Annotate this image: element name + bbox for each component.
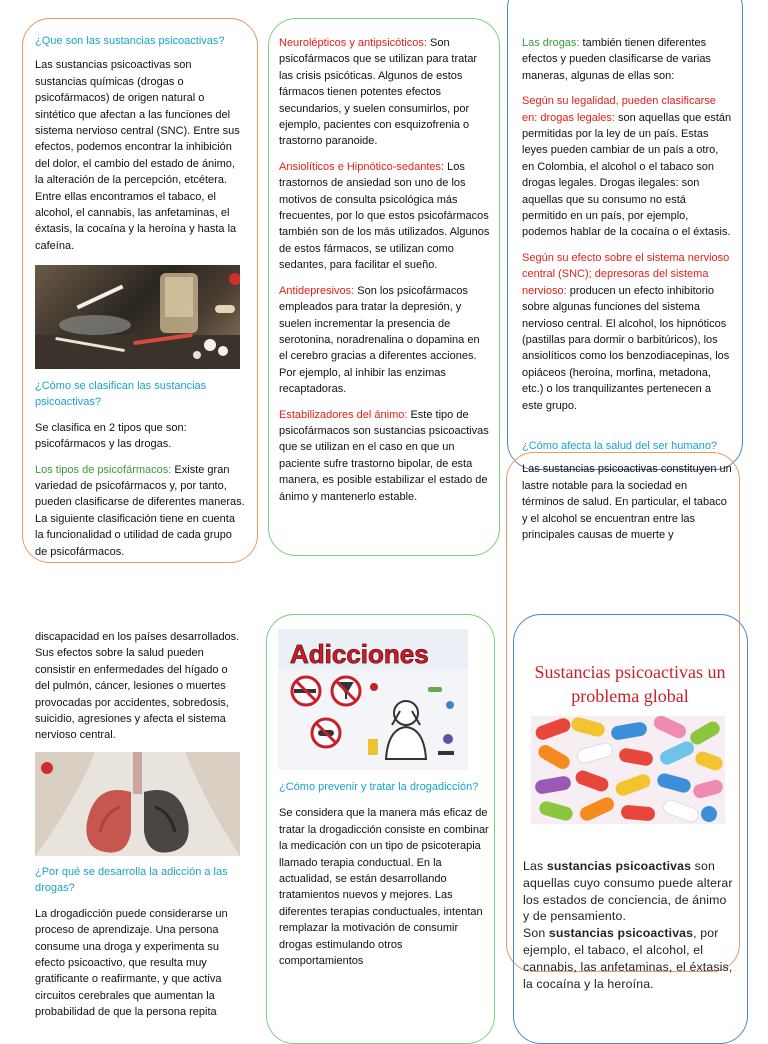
paragraph-disability: discapacidad en los países desarrollados. Sus efectos sobre la salud pueden consistir en enfermedades del hígado o del pulmón, cáncer, lesiones o muertes provocadas por accidentes, sobredosis, suicidio, agresiones y afecta el sistema nervioso central. — [35, 631, 240, 742]
question-classify: ¿Cómo se clasifican las sustancias psicoactivas? — [35, 380, 207, 409]
text-anxiolytics: Los trastornos de ansiedad son uno de los motivos de consulta psicológica más frecuentes, por lo que estos psicofármacos también son de los más utilizados. Algunos de estos fármacos, se utilizan como sedantes, para facilitar el sueño. — [279, 160, 490, 272]
lungs-illustration — [35, 752, 240, 856]
pills-illustration — [531, 716, 725, 824]
paragraph-anxiolytics — [279, 159, 491, 274]
text-stabilizers: Este tipo de psicofármacos son sustancias psicoactivas que se utilizan en el caso en que un paciente sufre trastorno bipolar, de esta manera, es posible estabilizar el estado de ánimo y mantenerlo estable. — [279, 408, 489, 503]
text-psychopharma-types: Existe gran variedad de psicofármacos y, por tanto, pueden clasificarse de diferentes maneras. La siguiente clasificación tiene en cuenta la funcionalidad o utilidad de cada grupo de psicofármacos. — [35, 463, 245, 558]
panel-2 — [279, 35, 491, 514]
panel-1-lower — [35, 378, 245, 569]
text-legality: son aquellas que están permitidas por la ley de un país. Estas leyes pueden cambiar de un país a otro, en Colombia, el alcohol o el tabaco son drogas legales. Drogas ilegales: son aquellas que su consumo no está permitido en un país, por ejemplo, podemos hablar de la cocaína o el éxtasis. — [522, 111, 732, 239]
no-alcohol-icon — [332, 677, 360, 705]
intro-text-4: , por ejemplo, el tabaco, el alcohol, el cannabis, las anfetaminas, el éxtasis, la cocaína y la heroína. — [523, 926, 733, 991]
pills-photo — [531, 716, 725, 824]
paragraph-prevent: Se considera que la manera más eficaz de tratar la drogadicción consiste en combinar la medicación con un tipo de psicoterapia llamado terapia conductual. En la actualidad, se están desarrollando tratamientos nuevos y mejores. Las diferentes terapias conductuales, intentan remplazar la motivación de consumir drogas estimulando otros comportamientos — [279, 807, 489, 968]
question-why-addiction: ¿Por qué se desarrolla la adicción a las drogas? — [35, 866, 228, 895]
panel-4-lower — [35, 864, 245, 1030]
addictions-illustration — [278, 629, 468, 770]
heading-legality: Según su legalidad, pueden clasificarse en: drogas legales: — [522, 95, 716, 124]
cover-title: Sustancias psicoactivas un problema global — [534, 662, 726, 706]
paragraph-neuroleptics — [279, 35, 491, 150]
paragraph-health: Las sustancias psicoactivas constituyen un lastre notable para la sociedad en términos de salud. En particular, el tabaco y el alcohol se encuentran entre las principales causas de muerte y — [522, 463, 732, 542]
text-antidepressants: Son los psicofármacos empleados para tratar la depresión, y suelen incrementar la presencia de serotonina, noradrenalina o dopamina en el cerebro gracias a diferentes acciones. Por ejemplo, al inhibir las enzimas recaptadoras. — [279, 284, 480, 396]
lungs-photo — [35, 752, 240, 856]
intro-text-2: son aquellas cuyo consumo puede alterar los estados de conciencia, de ánimo y de pensamiento. — [523, 859, 733, 924]
intro-text-3: Son — [523, 926, 549, 941]
heading-depressants: Según su efecto sobre el sistema nervioso central (SNC); depresoras del sistema nervioso: — [522, 251, 730, 297]
paragraph-antidepressants — [279, 283, 491, 398]
paragraph-legality — [522, 93, 732, 241]
question-health: ¿Cómo afecta la salud del ser humano? — [522, 440, 718, 452]
intro-text-1: Las — [523, 859, 547, 873]
banner-word: Adicciones — [290, 639, 429, 669]
panel-4 — [35, 629, 245, 753]
text-depressants: producen un efecto inhibitorio sobre algunas funciones del sistema nervioso central. El alcohol, los hipnóticos (pastillas para dormir o barbitúricos), los ansiolíticos como los benzodiacepinas, los opiáceos (heroína, morfina, metadona, etc.) o los tranquilizantes pertenecen a este grupo. — [522, 284, 730, 412]
question-what-are: ¿Que son las sustancias psicoactivas? — [35, 35, 225, 47]
text-neuroleptics: Son psicofármacos que se utilizan para tratar las crisis psicóticas. Algunos de estos fármacos tienen potentes efectos secundarios, y suelen consumirlos, por ejemplo, pacientes con esquizofrenia o trastorno paranoide. — [279, 37, 478, 148]
heading-drugs: Las drogas: — [522, 37, 580, 49]
text-drugs: también tienen diferentes efectos y pueden clasificarse de varias maneras, algunas de ellas son: — [522, 37, 711, 82]
drugs-illustration — [35, 265, 240, 369]
intro-bold-2: sustancias psicoactivas — [548, 926, 694, 941]
paragraph-addiction: La drogadicción puede considerarse un proceso de aprendizaje. Una persona consume una droga y experimenta su efecto psicoactivo, que resulta muy gratificante o reafirmante, y que activa circuitos cerebrales que aumentan la probabilidad de que la persona repita — [35, 907, 228, 1019]
panel-3 — [522, 35, 732, 423]
heading-psychopharma-types: Los tipos de psicofármacos: — [35, 463, 172, 476]
paragraph-depressants — [522, 250, 732, 414]
panel-3-health — [522, 438, 732, 552]
no-smoking-icon — [292, 677, 320, 705]
drugs-photo — [35, 265, 240, 369]
heading-neuroleptics: Neurolépticos y antipsicóticos: — [279, 37, 427, 49]
paragraph-psychopharma-types — [35, 462, 245, 560]
paragraph-stabilizers — [279, 407, 491, 505]
intro-bold-1: sustancias psicoactivas — [546, 859, 692, 873]
panel-1 — [35, 33, 245, 263]
panel-5 — [279, 779, 489, 978]
no-drugs-icon — [312, 719, 340, 747]
paragraph-drugs — [522, 35, 732, 84]
addictions-banner — [278, 629, 468, 770]
heading-stabilizers: Estabilizadores del ánimo: — [279, 408, 408, 421]
cover-intro — [523, 858, 733, 992]
paragraph-two-types: Se clasifica en 2 tipos que son: psicofármacos y las drogas. — [35, 421, 187, 451]
paragraph-definition: Las sustancias psicoactivas son sustancias químicas (drogas o psicofármacos) de origen natural o sintético que afectan a las funciones del sistema nervioso central (SNC). Entre sus efectos, podemos encontrar la inhibición del dolor, el cambio del estado de ánimo, la alteración de la percepción, etcétera. Entre ellas encontramos el tabaco, el alcohol, el cannabis, las anfetaminas, el éxtasis, la cocaína y la heroína y hasta la cafeína. — [35, 59, 240, 252]
heading-antidepressants: Antidepresivos: — [279, 284, 355, 297]
heading-anxiolytics: Ansiolíticos e Hipnótico-sedantes: — [279, 160, 445, 173]
question-prevent: ¿Cómo prevenir y tratar la drogadicción? — [279, 781, 479, 793]
